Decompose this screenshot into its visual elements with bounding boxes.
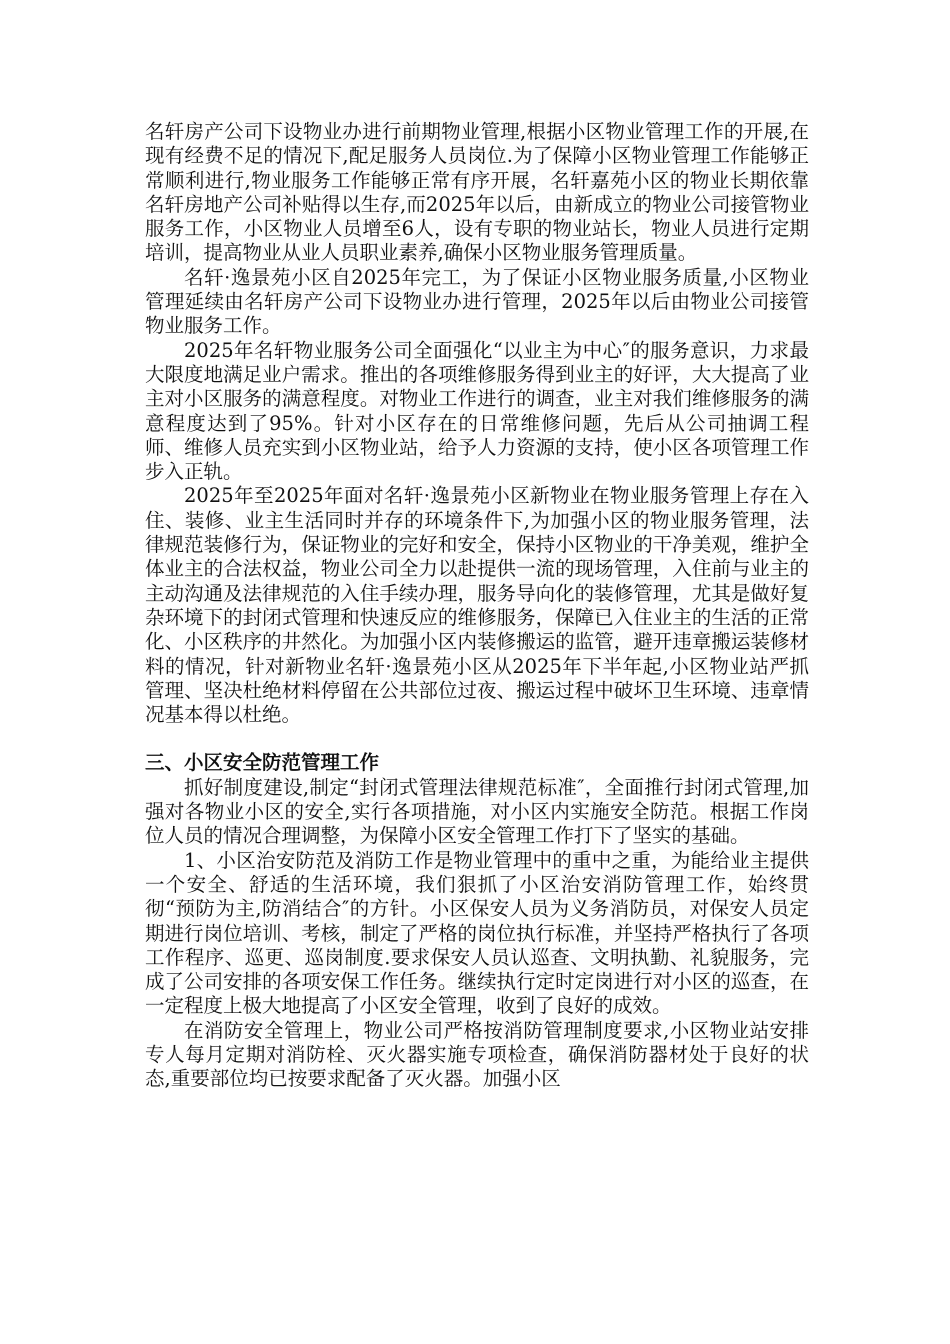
- paragraph-renovation-management: 2025年至2025年面对名轩·逸景苑小区新物业在物业服务管理上存在入住、装修、业主生活同时并存的环境条件下,为加强小区的物业服务管理，法律规范装修行为，保证物业的完好和安全，保持小区物业的干净美观，维护全体业主的合法权益，物业公司全力以赴提供一流的现场管理，入住前与业主的主动沟通及法律规范的入住手续办理，服务导向化的装修管理，尤其是做好复杂环境下的封闭式管理和快速反应的维修服务，保障已入住业主的生活的正常化、小区秩序的井然化。为加强小区内装修搬运的监管，避开违章搬运装修材料的情况，针对新物业名轩·逸景苑小区从2025年下半年起,小区物业站严抓管理、坚决杜绝材料停留在公共部位过夜、搬运过程中破坏卫生环境、违章情况基本得以杜绝。: [145, 484, 809, 727]
- paragraph-yijingyuan-completion: 名轩·逸景苑小区自2025年完工，为了保证小区物业服务质量,小区物业管理延续由名轩房产公司下设物业办进行管理，2025年以后由物业公司接管物业服务工作。: [145, 265, 809, 338]
- paragraph-owner-centered-service: 2025年名轩物业服务公司全面强化“以业主为中心″的服务意识，力求最大限度地满足业户需求。推出的各项维修服务得到业主的好评，大大提高了业主对小区服务的满意程度。对物业工作进行的调查，业主对我们维修服务的满意程度达到了95%。针对小区存在的日常维修问题，先后从公司抽调工程师、维修人员充实到小区物业站，给予人力资源的支持，使小区各项管理工作步入正轨。: [145, 338, 809, 484]
- section-heading-safety: 三、小区安全防范管理工作: [145, 751, 380, 775]
- paragraph-closed-management: 抓好制度建设,制定“封闭式管理法律规范标准″，全面推行封闭式管理,加强对各物业小区的安全,实行各项措施，对小区内实施安全防范。根据工作岗位人员的情况合理调整，为保障小区安全管理工作打下了坚实的基础。: [145, 775, 809, 848]
- paragraph-property-office-history: 名轩房产公司下设物业办进行前期物业管理,根据小区物业管理工作的开展,在现有经费不足的情况下,配足服务人员岗位.为了保障小区物业管理工作能够正常顺利进行,物业服务工作能够正常有序开展，名轩嘉苑小区的物业长期依靠名轩房地产公司补贴得以生存,而2025年以后，由新成立的物业公司接管物业服务工作，小区物业人员增至6人，设有专职的物业站长，物业人员进行定期培训，提高物业从业人员职业素养,确保小区物业服务管理质量。: [145, 120, 809, 265]
- paragraph-spacer: [145, 727, 809, 751]
- paragraph-fire-safety-management: 在消防安全管理上，物业公司严格按消防管理制度要求,小区物业站安排专人每月定期对消防栓、灭火器实施专项检查，确保消防器材处于良好的状态,重要部位均已按要求配备了灭火器。加强小区: [145, 1018, 809, 1091]
- paragraph-security-fire-prevention: 1、小区治安防范及消防工作是物业管理中的重中之重，为能给业主提供一个安全、舒适的生活环境，我们狠抓了小区治安消防管理工作，始终贯彻“预防为主,防消结合″的方针。小区保安人员为义务消防员，对保安人员定期进行岗位培训、考核，制定了严格的岗位执行标准，并坚持严格执行了各项工作程序、巡更、巡岗制度.要求保安人员认巡查、文明执勤、礼貌服务，完成了公司安排的各项安保工作任务。继续执行定时定岗进行对小区的巡查，在一定程度上极大地提高了小区安全管理，收到了良好的成效。: [145, 848, 809, 1018]
- document-body: [145, 120, 809, 1092]
